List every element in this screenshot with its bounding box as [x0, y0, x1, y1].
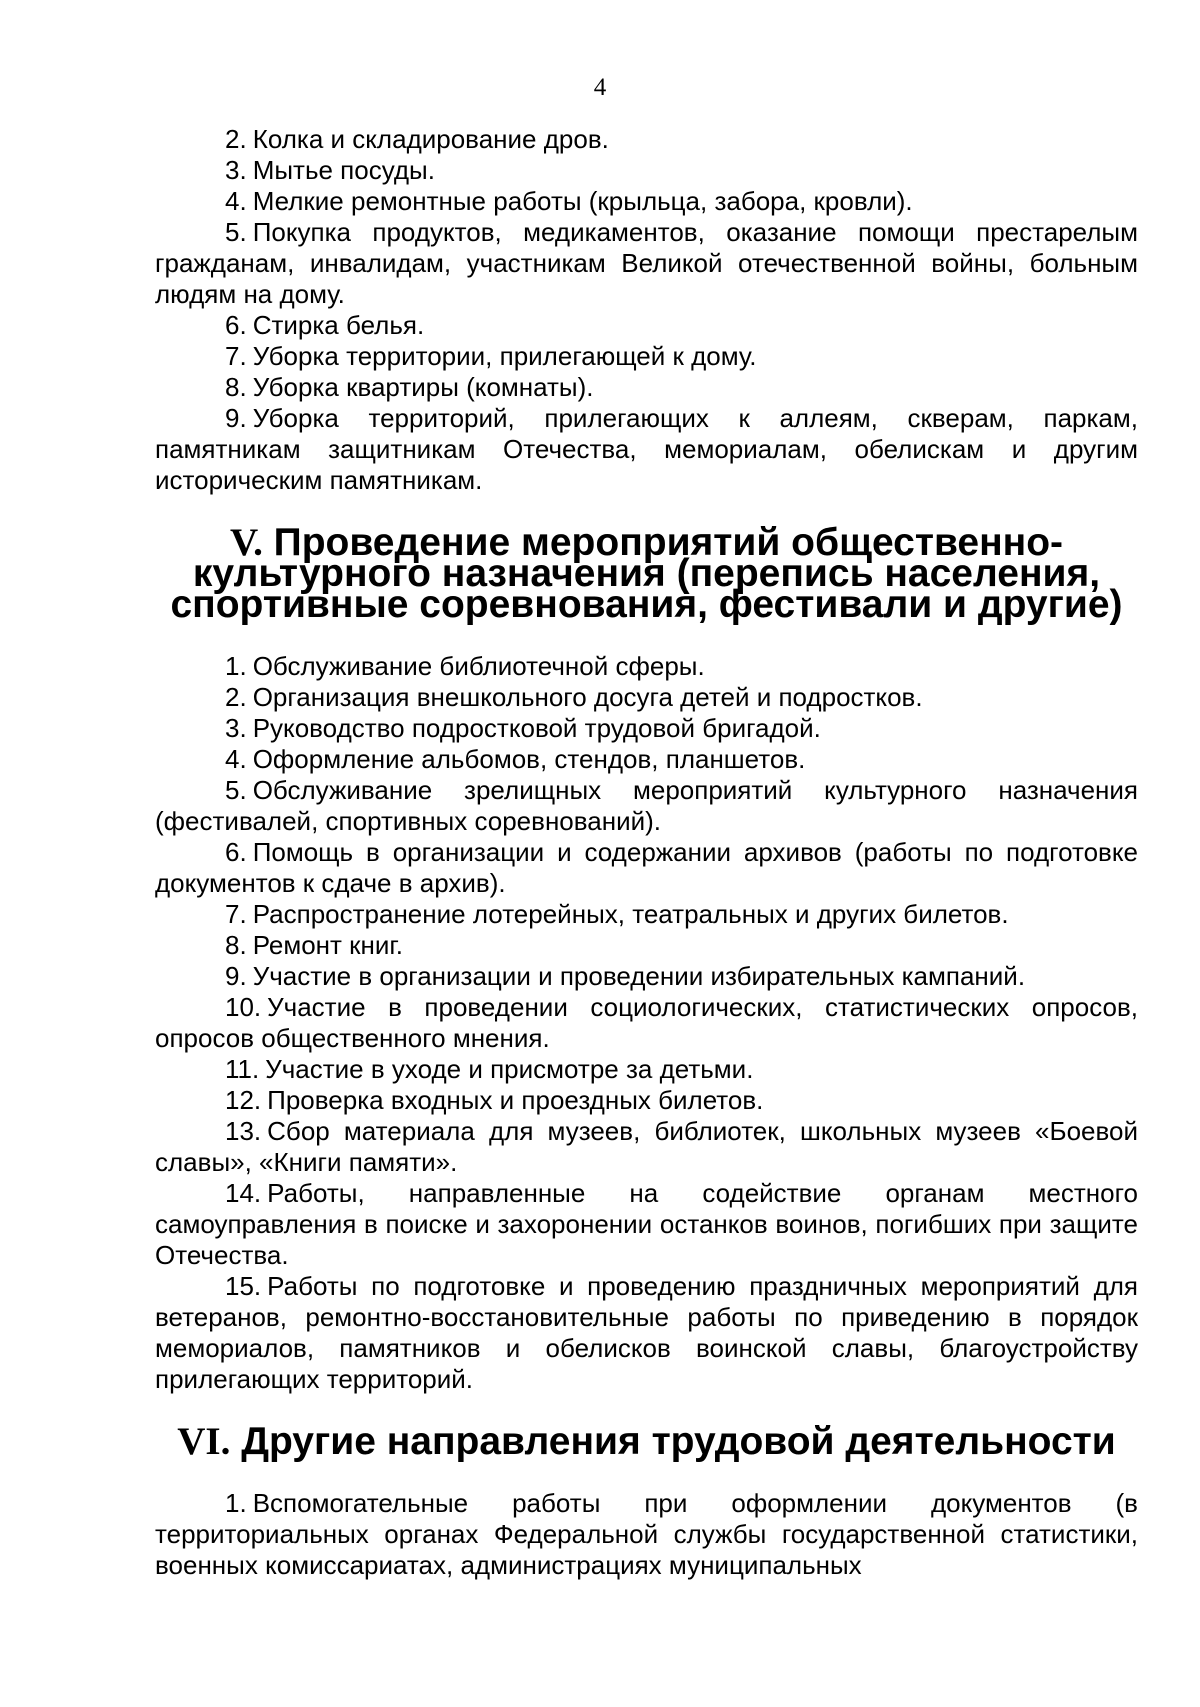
section-vi-title: Другие направления трудовой деятельности	[241, 1420, 1116, 1463]
section-v-heading	[155, 521, 1138, 626]
section-v-list	[155, 651, 1138, 1395]
list-item: 10. Участие в проведении социологических, статистических опросов, опросов общественного мнения.	[155, 992, 1138, 1053]
list-item: 1. Обслуживание библиотечной сферы.	[225, 651, 705, 681]
list-item: 8. Уборка квартиры (комнаты).	[225, 372, 594, 402]
list-item: 9. Участие в организации и проведении избирательных кампаний.	[225, 961, 1026, 991]
section-v-title: Проведение мероприятий общественно-культурного назначения (перепись населения, спортивные соревнования, фестивали и другие)	[170, 521, 1123, 626]
list-item: 6. Помощь в организации и содержании архивов (работы по подготовке документов к сдаче в архив).	[155, 837, 1138, 898]
list-item: 11. Участие в уходе и присмотре за детьми.	[225, 1054, 754, 1084]
list-item: 15. Работы по подготовке и проведению праздничных мероприятий для ветеранов, ремонтно-восстановительные работы по приведению в порядок мемориалов, памятников и обелисков воинской славы, благоустройству прилегающих территорий.	[155, 1271, 1138, 1394]
list-item: 2. Организация внешкольного досуга детей и подростков.	[225, 682, 923, 712]
list-item: 9. Уборка территорий, прилегающих к аллеям, скверам, паркам, памятникам защитникам Отечества, мемориалам, обелискам и другим историческим памятникам.	[155, 403, 1138, 495]
list-item: 3. Мытье посуды.	[225, 155, 435, 185]
list-a	[155, 124, 1138, 496]
section-vi-list	[155, 1488, 1138, 1581]
list-item: 6. Стирка белья.	[225, 310, 425, 340]
list-item: 5. Покупка продуктов, медикаментов, оказание помощи престарелым гражданам, инвалидам, участникам Великой отечественной войны, больным людям на дому.	[155, 217, 1138, 309]
list-item: 12. Проверка входных и проездных билетов.	[225, 1085, 764, 1115]
list-item: 5. Обслуживание зрелищных мероприятий культурного назначения (фестивалей, спортивных соревнований).	[155, 775, 1138, 836]
list-item: 1. Вспомогательные работы при оформлении документов (в территориальных органах Федеральной службы государственной статистики, военных комиссариатах, администрациях муниципальных	[155, 1488, 1138, 1580]
section-vi-heading	[155, 1420, 1138, 1463]
list-item: 13. Сбор материала для музеев, библиотек, школьных музеев «Боевой славы», «Книги памяти».	[155, 1116, 1138, 1177]
list-item: 7. Уборка территории, прилегающей к дому.	[225, 341, 757, 371]
list-item: 2. Колка и складирование дров.	[225, 124, 609, 154]
list-item: 4. Мелкие ремонтные работы (крыльца, забора, кровли).	[225, 186, 913, 216]
page-number: 4	[593, 74, 607, 101]
list-item: 4. Оформление альбомов, стендов, планшетов.	[225, 744, 806, 774]
list-item: 8. Ремонт книг.	[225, 930, 403, 960]
list-item: 3. Руководство подростковой трудовой бригадой.	[225, 713, 821, 743]
list-item: 7. Распространение лотерейных, театральных и других билетов.	[225, 899, 1009, 929]
document-body	[155, 124, 1138, 1581]
list-item: 14. Работы, направленные на содействие органам местного самоуправления в поиске и захоронении останков воинов, погибших при защите Отечества.	[155, 1178, 1138, 1270]
section-vi-number: VI.	[177, 1420, 231, 1463]
section-v-number: V.	[229, 521, 263, 564]
